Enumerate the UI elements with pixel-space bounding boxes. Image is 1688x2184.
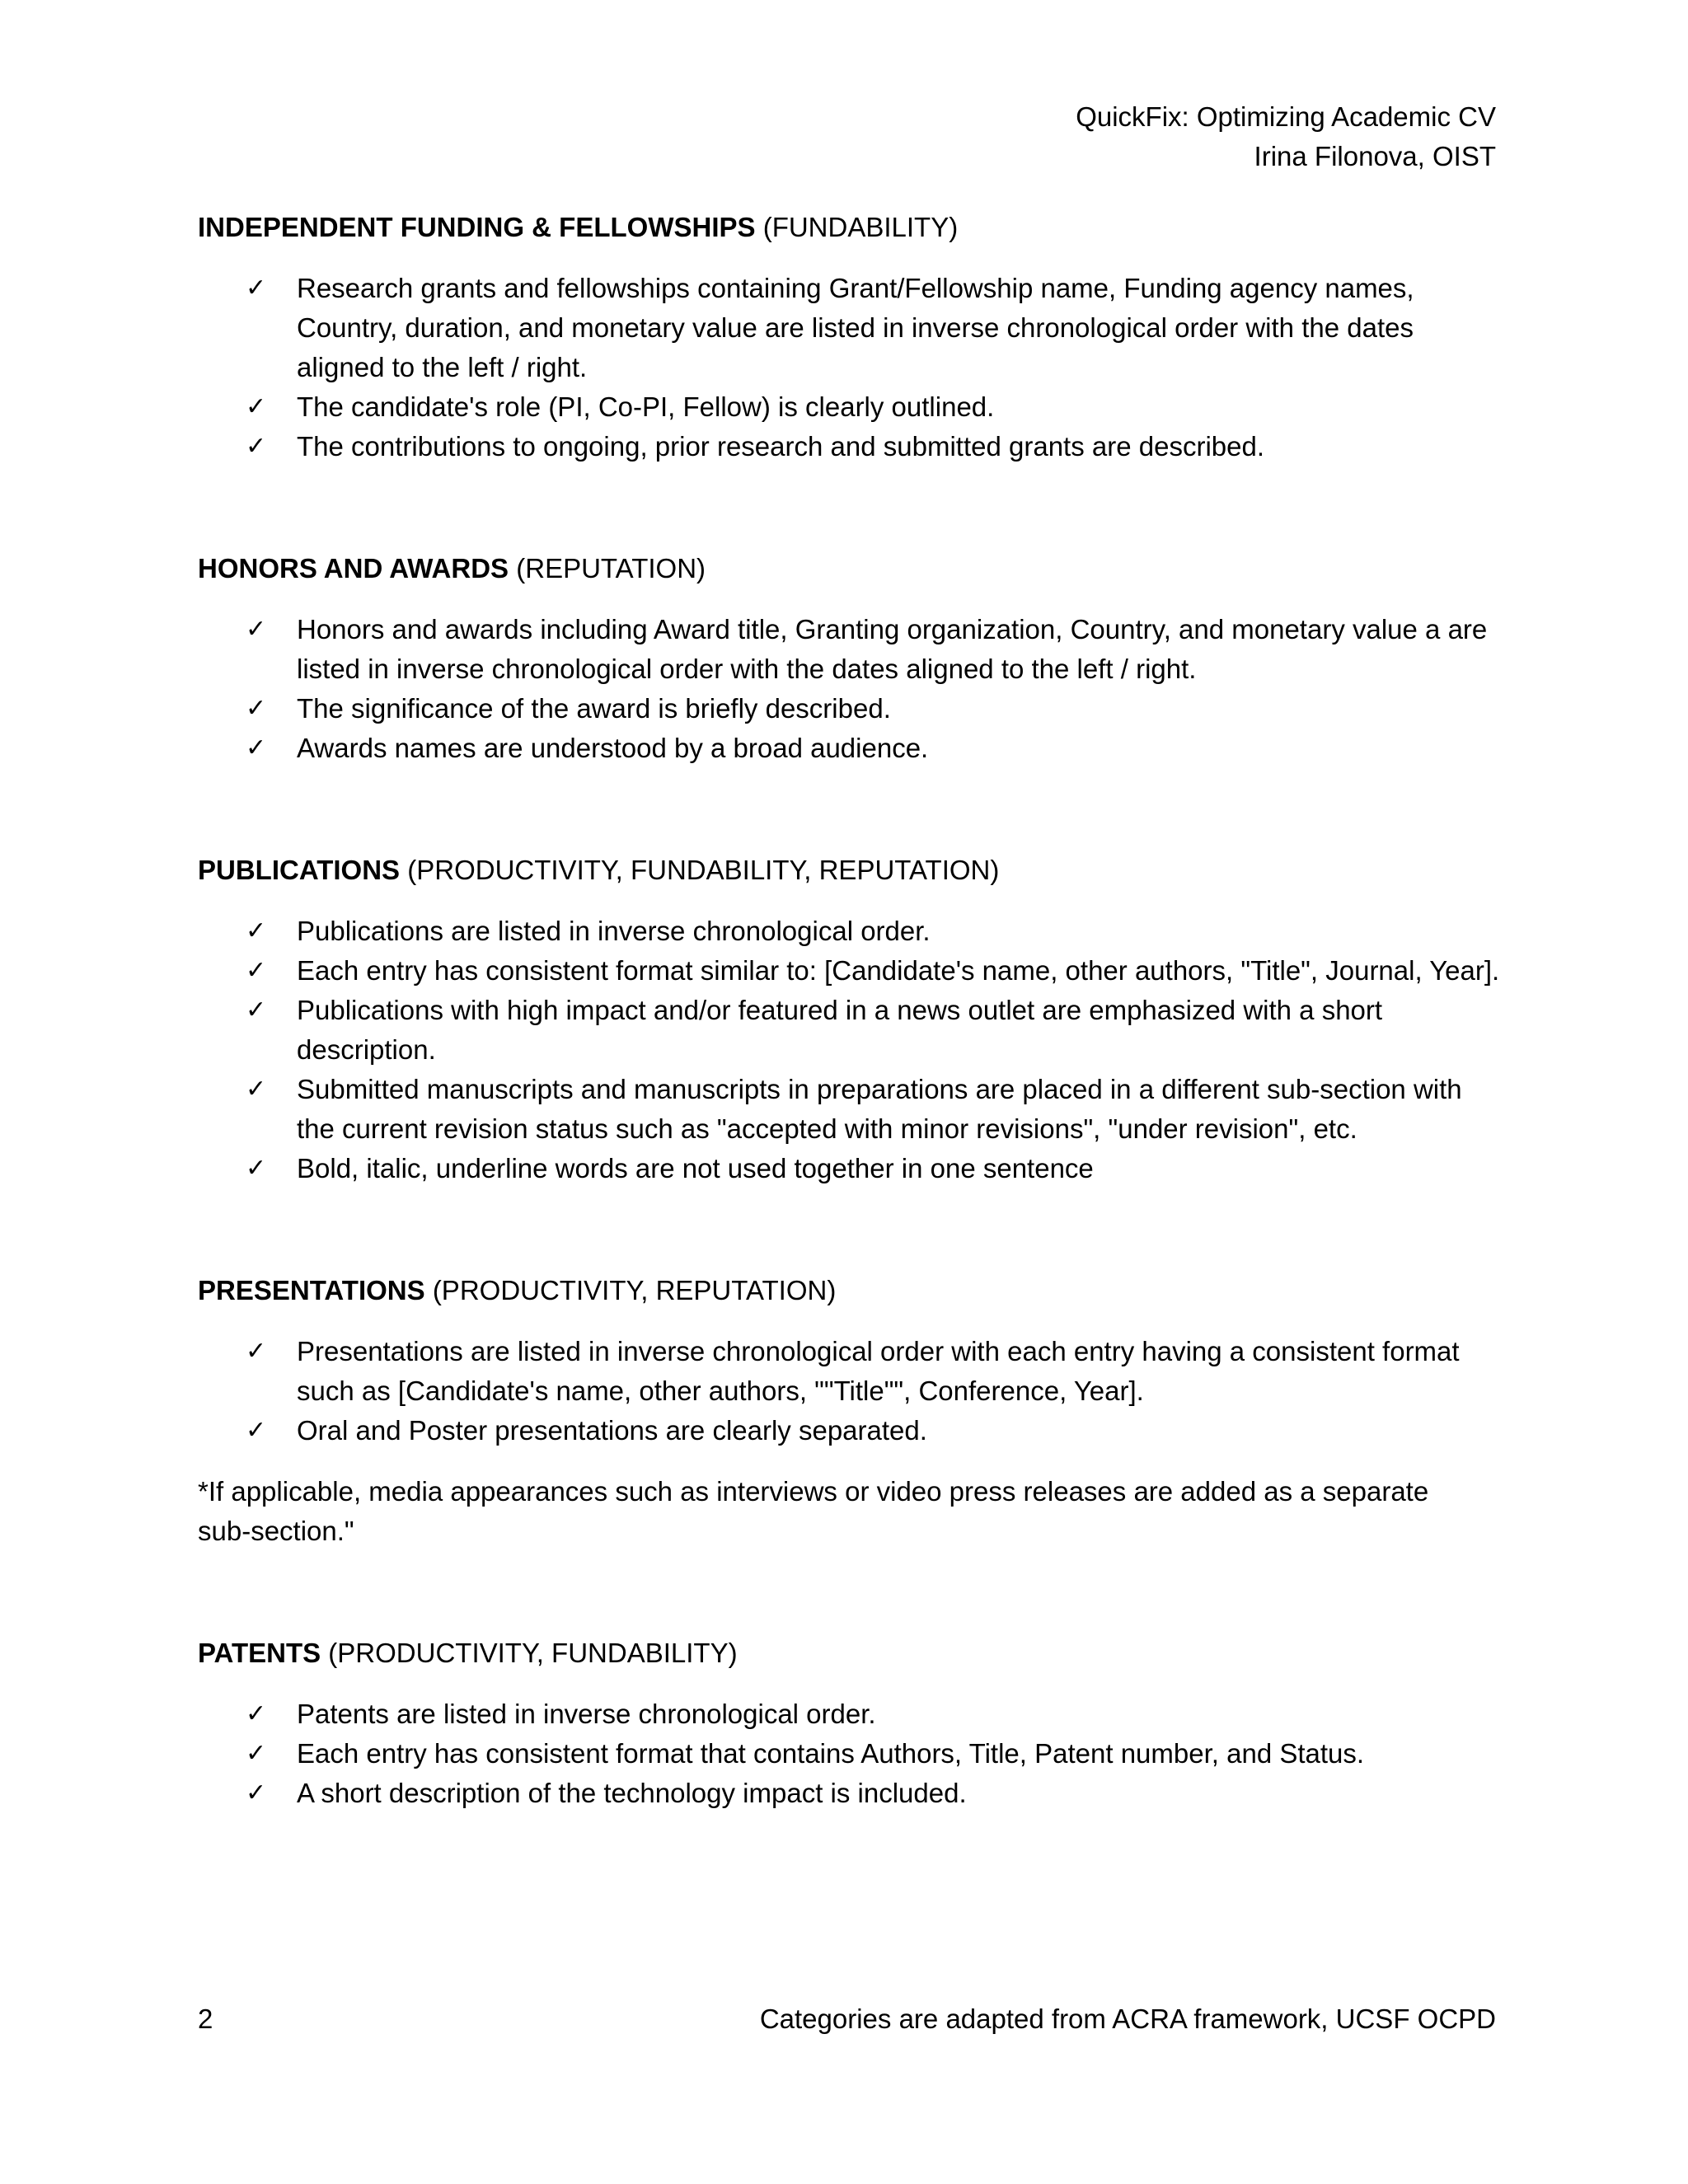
list-item [246,387,1500,427]
checkmark-icon: ✓ [246,733,267,762]
list-item [246,912,1500,951]
footer-credit: Categories are adapted from ACRA framework, UCSF OCPD [759,2004,1496,2034]
list-item-text: Patents are listed in inverse chronological order. [297,1699,876,1729]
checklist [198,912,1500,1188]
checkmark-icon: ✓ [246,274,267,302]
checkmark-icon: ✓ [246,392,267,421]
page-content [198,208,1500,1896]
section-title: PUBLICATIONS [198,855,401,885]
section-subtitle: (REPUTATION) [516,553,706,583]
section-title: INDEPENDENT FUNDING & FELLOWSHIPS [198,212,756,242]
header-title: QuickFix: Optimizing Academic CV [1076,101,1496,132]
section-subtitle: (PRODUCTIVITY, FUNDABILITY) [328,1638,738,1668]
section-title: PATENTS [198,1638,321,1668]
header-author: Irina Filonova, OIST [1254,141,1496,171]
section-title: HONORS AND AWARDS [198,553,509,583]
list-item-text: Honors and awards including Award title, Granting organization, Country, and monetary value a are listed in inverse chronological order with the dates aligned to the left / right. [297,614,1488,684]
checkmark-icon: ✓ [246,996,267,1024]
list-item-text: Each entry has consistent format similar to: [Candidate's name, other authors, "Title", Journal, Year]. [297,955,1500,986]
section-heading [198,1633,1500,1673]
checkmark-icon: ✓ [246,1337,267,1366]
checkmark-icon: ✓ [246,1154,267,1183]
checkmark-icon: ✓ [246,694,267,723]
checkmark-icon: ✓ [246,1739,267,1768]
section-subtitle: (FUNDABILITY) [762,212,959,242]
list-item [246,1774,1500,1813]
checklist [198,610,1500,768]
checklist [198,1694,1500,1813]
list-item [246,1149,1500,1188]
list-item [246,729,1500,768]
list-item [246,1694,1500,1734]
list-item-text: Awards names are understood by a broad audience. [297,733,929,763]
list-item-text: Each entry has consistent format that contains Authors, Title, Patent number, and Status. [297,1738,1365,1769]
list-item [246,1070,1500,1149]
list-item [246,1332,1500,1411]
section-heading [198,851,1500,890]
page-number: 2 [198,2004,213,2034]
section-title: PRESENTATIONS [198,1275,425,1305]
list-item [246,427,1500,466]
checkmark-icon: ✓ [246,1779,267,1807]
checkmark-icon: ✓ [246,916,267,945]
section-note: *If applicable, media appearances such as interviews or video press releases are added as a separate sub-section." [198,1476,1429,1546]
section-heading [198,208,1500,247]
section-funding [198,208,1500,466]
list-item [246,991,1500,1070]
section-subtitle: (PRODUCTIVITY, REPUTATION) [432,1275,837,1305]
checkmark-icon: ✓ [246,1699,267,1728]
section-publications [198,851,1500,1188]
checkmark-icon: ✓ [246,615,267,644]
list-item-text: The contributions to ongoing, prior research and submitted grants are described. [297,431,1264,462]
checklist [198,269,1500,466]
section-patents [198,1633,1500,1813]
list-item [246,1411,1500,1451]
section-heading [198,549,1500,588]
list-item [246,269,1500,387]
section-subtitle: (PRODUCTIVITY, FUNDABILITY, REPUTATION) [407,855,1000,885]
list-item-text: The significance of the award is briefly described. [297,693,891,724]
section-honors [198,549,1500,768]
page-header [1076,97,1496,176]
list-item-text: Presentations are listed in inverse chronological order with each entry having a consistent format such as [Candidate's name, other authors, ""Title"", Conference, Year]. [297,1336,1460,1406]
list-item-text: Publications are listed in inverse chronological order. [297,916,931,946]
section-heading [198,1271,1500,1310]
checkmark-icon: ✓ [246,956,267,985]
list-item-text: The candidate's role (PI, Co-PI, Fellow) is clearly outlined. [297,391,995,422]
list-item-text: Bold, italic, underline words are not used together in one sentence [297,1153,1094,1183]
checkmark-icon: ✓ [246,432,267,461]
list-item-text: A short description of the technology impact is included. [297,1778,967,1808]
list-item [246,1734,1500,1774]
list-item [246,610,1500,689]
list-item [246,689,1500,729]
list-item-text: Publications with high impact and/or featured in a news outlet are emphasized with a short description. [297,995,1383,1065]
checklist [198,1332,1500,1451]
checkmark-icon: ✓ [246,1416,267,1445]
list-item-text: Submitted manuscripts and manuscripts in preparations are placed in a different sub-section with the current revision status such as "accepted with minor revisions", "under revision", etc. [297,1074,1462,1144]
list-item [246,951,1500,991]
section-presentations [198,1271,1500,1551]
list-item-text: Oral and Poster presentations are clearly separated. [297,1415,927,1446]
list-item-text: Research grants and fellowships containing Grant/Fellowship name, Funding agency names, Country, duration, and monetary value are listed in inverse chronological order with the dates aligned to the left / right. [297,273,1414,382]
checkmark-icon: ✓ [246,1075,267,1104]
